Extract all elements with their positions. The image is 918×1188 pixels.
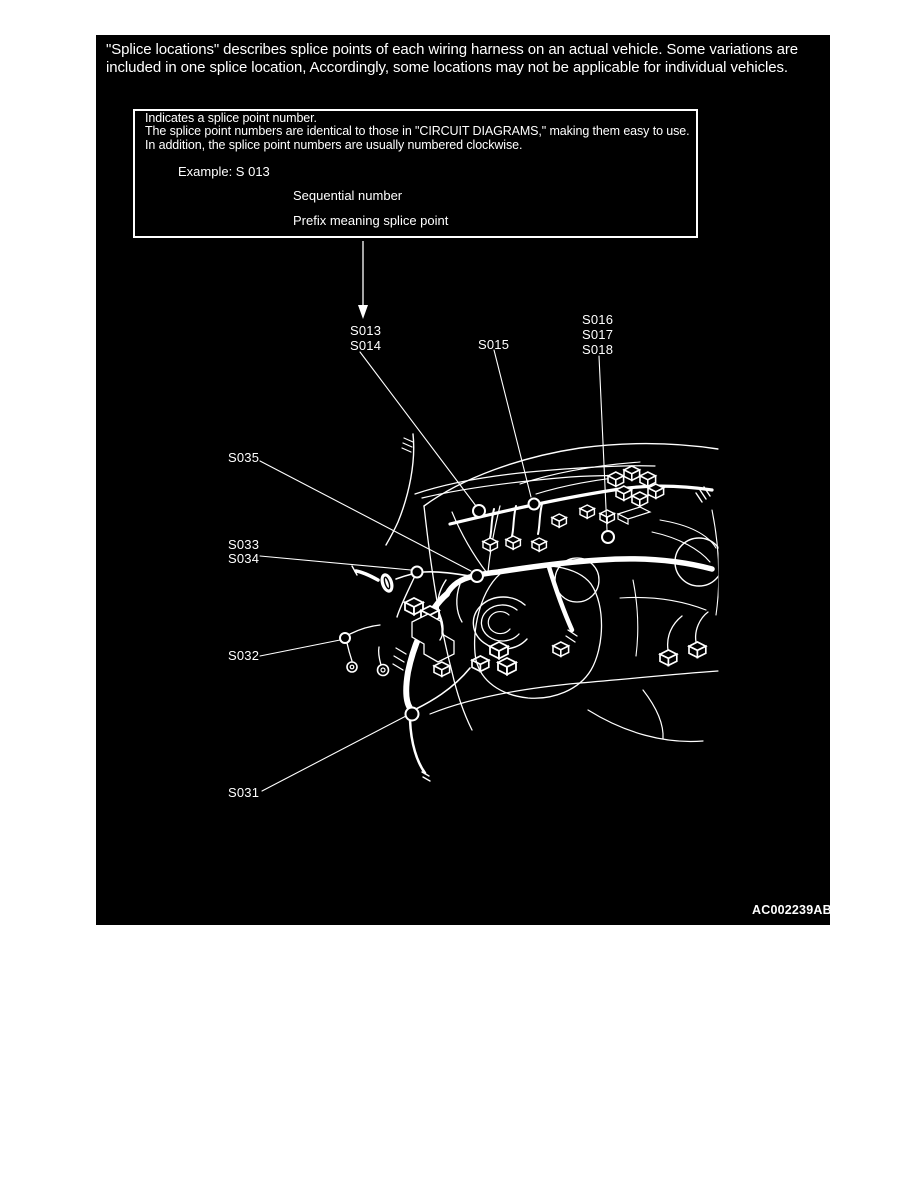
splice-label-s017: S017 (582, 327, 614, 342)
splice-label-s032: S032 (228, 648, 260, 663)
harness-artwork (260, 350, 723, 791)
legend-line-3: In addition, the splice point numbers are usually numbered clockwise. (145, 137, 523, 152)
splice-label-s035: S035 (228, 450, 260, 465)
intro-line-1: "Splice locations" describes splice points of each wiring harness on an actual vehicle. Some variations are (106, 41, 798, 58)
leader-lines (260, 350, 607, 791)
splice-label-s014: S014 (350, 338, 382, 353)
intro-paragraph (106, 41, 798, 76)
splice-ring-s035 (471, 570, 483, 582)
example-label: Example: S 013 (178, 164, 270, 179)
splice-ring-s032 (340, 633, 350, 643)
splice-label-s015: S015 (478, 337, 510, 352)
splice-label-s018: S018 (582, 342, 614, 357)
legend-line-2: The splice point numbers are identical to those in "CIRCUIT DIAGRAMS," making them easy to use. (145, 124, 690, 139)
legend-text (145, 112, 690, 152)
splice-ring-s033-s034 (412, 567, 423, 578)
splice-label-s031: S031 (228, 785, 260, 800)
leader-s033-s034 (260, 556, 411, 570)
splice-label-s013: S013 (350, 323, 382, 338)
figure-code: AC002239AB (752, 903, 832, 917)
leader-s035 (260, 461, 471, 571)
splice-label-s033: S033 (228, 537, 260, 552)
legend-line-1: Indicates a splice point number. (145, 111, 317, 125)
splice-ring-s031 (406, 708, 419, 721)
callout-prefix: Prefix meaning splice point (293, 213, 449, 228)
splice-label-s016: S016 (582, 312, 614, 327)
leader-s013-s014 (360, 352, 476, 506)
intro-line-2: included in one splice location, Accordingly, some locations may not be applicable for individual vehicles. (106, 58, 788, 76)
callout-sequential-number: Sequential number (293, 188, 403, 203)
leader-s016-s017-s018 (599, 356, 607, 530)
splice-label-s034: S034 (228, 551, 260, 566)
splice-ring-s016-s017-s018 (602, 531, 614, 543)
splice-ring-s013-s014 (473, 505, 485, 517)
down-arrow-icon (358, 241, 368, 319)
splice-ring-s015 (529, 499, 540, 510)
leader-s031 (262, 716, 406, 791)
leader-s032 (260, 640, 340, 656)
